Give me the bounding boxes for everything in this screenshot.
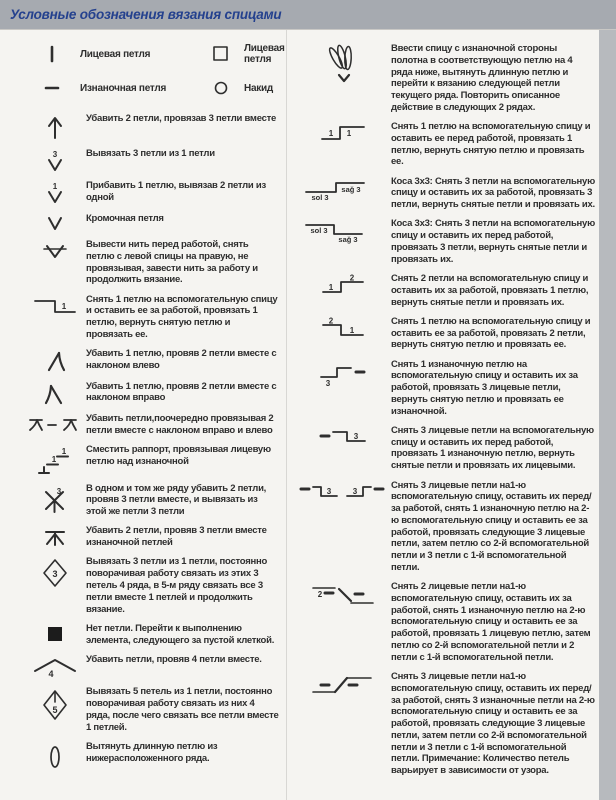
caret-4-icon [24,654,86,679]
step-1-2-icon [295,273,391,298]
legend-row [24,556,279,615]
dec-alt-icon [24,413,86,434]
legend-row [24,113,279,140]
basic-symbols-grid [24,43,285,99]
legend-text: Убавить петли,поочередно провязывая 2 петли вместе с наклоном вправо и влево [86,413,274,436]
v-3-icon [24,148,86,173]
svg-text:3: 3 [326,486,332,496]
legend-row [24,294,279,341]
purl-bar-icon [24,77,80,99]
legend-row [24,686,279,733]
knit-bar-icon [24,43,80,65]
legend-row [24,348,279,373]
svg-text:1: 1 [51,455,57,465]
svg-text:sağ 3: sağ 3 [338,235,358,245]
legend-text: Коса 3х3: Снять 3 петли на вспомогательную спицу и оставить их за работой, провязать 3 петли, вернуть снятые петли и провязать их. [391,175,595,211]
diamond-5-icon [24,686,86,721]
square-outline-icon [198,44,244,64]
basic-symbol-label: Лицевая петля [244,43,285,65]
legend-row [24,180,279,205]
step-front-1-1-icon [295,121,391,144]
dec-left-icon [24,348,86,373]
v-1-icon [24,180,86,205]
legend-text: Снять 1 петлю на вспомогательную спицу и оставить ее за работой, провязать 1 петлю, вернуть снятую петлю и провязать ее. [86,293,278,340]
legend-text: Прибавить 1 петлю, вывязав 2 петли из одной [86,180,266,203]
legend-row [24,444,279,475]
legend-row [24,741,279,772]
dec-right-icon [24,381,86,406]
legend-row [24,654,279,679]
legend-text: Вытянуть длинную петлю из нижерасположенного ряда. [86,740,218,764]
legend-row [295,43,595,114]
no-stitch-icon [24,623,86,644]
legend-text: Вывести нить перед работой, снять петлю с левой спицы на правую, не провязывая, завести нить за работу и продолжить вязание. [86,239,258,286]
svg-text:1: 1 [61,301,67,311]
long-loop-icon [24,741,86,772]
legend-text: Сместить раппорт, провязывая лицевую петлю над изнаночной [86,444,271,467]
cable-3-purl-3-icon [295,671,391,698]
cable-back-3x3-icon [295,176,391,203]
legend-row [24,239,279,286]
legend-row [24,483,279,518]
legend-text: Убавить 1 петлю, провяв 2 петли вместе с наклоном влево [86,348,277,371]
legend-text: Снять 2 петли на вспомогательную спицу и оставить их за работой, провязать 1 петлю, вернуть снятые петли и провязать их. [391,273,589,308]
feather-icon [295,43,391,86]
svg-text:3: 3 [52,149,58,159]
legend-text: В одном и том же ряду убавить 2 петли, провяв 3 петли вместе, и вывязать из этой же петли 3 петли [86,482,267,518]
legend-text: Коса 3х3: Снять 3 петли на вспомогательную спицу и оставить их перед работой, провязать 3 петли, вернуть снятые петли и провязать их. [391,218,595,265]
page-title: Условные обозначения вязания спицами [10,7,282,22]
legend-row [295,359,595,418]
legend-text: Снять 3 лицевые петли на1-ю вспомогательную спицу, оставить их перед/за работой, снять 3 изнаночные петли на 2-ю вспомогательную спицу и оставить ее за работой, провязать следующие 3 лицевые петли, затем петли со 2-й вспомогательной петли и 3 петли с 1-й вспомогательной петли. Примечание: Количество петель варьирует в зависимости от узора. [391,670,595,777]
diamond-3-icon [24,556,86,589]
legend-row [295,671,595,777]
legend-text: Ввести спицу с изнаночной стороны полотна в соответствующую петлю на 4 ряда ниже, вытянуть длинную петлю и перейти к вязанию следующей петли текущего ряда. Повторить описанное действие в следующих 2 рядах. [391,43,573,113]
legend-row [24,623,279,647]
legend-row [295,273,595,308]
svg-text:2: 2 [317,590,323,600]
legend-text: Нет петли. Перейти к выполнению элемента, следующего за пустой клеткой. [86,622,275,646]
legend-row [24,381,279,406]
svg-text:sol 3: sol 3 [310,226,328,236]
svg-text:3: 3 [353,431,359,441]
legend-row [295,425,595,472]
svg-text:4: 4 [48,668,54,679]
svg-text:sağ 3: sağ 3 [341,184,361,194]
svg-text:1: 1 [346,129,352,139]
circle-outline-icon [198,78,244,98]
right-column [287,30,599,800]
legend-row [24,148,279,173]
svg-text:1: 1 [52,182,58,191]
step-purl-3-icon [295,425,391,450]
svg-text:3: 3 [52,569,58,580]
svg-text:3: 3 [325,378,331,388]
svg-text:1: 1 [328,283,334,293]
svg-text:2: 2 [349,274,355,283]
tree-purl-icon [24,525,86,548]
step-3-purl-icon [295,359,391,388]
step-2-1-icon [295,316,391,341]
legend-text: Убавить 2 петли, провязав 3 петли вместе [86,113,277,124]
legend-row [295,581,595,663]
x-3-icon [24,483,86,514]
cable-front-3x3-icon [295,218,391,245]
svg-text:5: 5 [52,705,58,716]
legend-text: Кромочная петля [86,212,164,224]
legend-row [295,316,595,351]
legend-text: Убавить петли, провяв 4 петли вместе. [86,653,262,665]
legend-text: Снять 1 петлю на вспомогательную спицу и оставить ее за работой, провязать 2 петли, вернуть снятую петлю и провязать ее. [391,315,591,351]
svg-text:1: 1 [328,129,334,139]
legend-row [295,176,595,211]
step-back-1-icon [24,294,86,317]
right-edge-strip [599,30,616,800]
legend-text: Снять 1 петлю на вспомогательную спицу и оставить ее перед работой, провязать 1 петлю, вернуть снятую петлю и провязать ее. [391,121,591,168]
arrow-up-icon [24,113,86,140]
legend-row [24,213,279,232]
basic-symbol-label: Накид [244,82,274,94]
basic-symbol-label: Лицевая петля [80,48,151,60]
svg-text:1: 1 [61,447,67,457]
page-header [0,0,616,30]
legend-row [295,218,595,265]
legend-text: Снять 1 изнаночную петлю на вспомогательную спицу и оставить их за работой, провязать 3 лицевые петли, вернуть снятую петлю и провязать ее изнаночной. [391,358,578,417]
legend-row [295,121,595,168]
svg-text:3: 3 [352,486,358,496]
legend-content [0,30,599,800]
legend-row [295,480,595,574]
left-items-list [24,113,279,772]
left-column [0,30,286,800]
basic-symbol-label: Изнаночная петля [80,82,167,94]
legend-text: Вывязать 3 петли из 1 петли, постоянно поворачивая работу связать из этих 3 петель 4 ряда, в 5-м ряду связать все 3 петли вместе 1 петлей и продолжить вязание. [86,556,268,615]
legend-row [24,525,279,549]
svg-text:1: 1 [349,325,355,335]
legend-text: Вывязать 5 петель из 1 петли, постоянно поворачивая работу связать из них 4 ряда, после чего связать все петли вместе 1 петлей. [86,686,279,733]
legend-text: Убавить 2 петли, провяв 3 петли вместе изнаночной петлей [86,525,267,549]
v-plain-icon [24,213,86,232]
legend-text: Вывязать 3 петли из 1 петли [86,147,215,159]
double-cable-3-3-icon [295,480,391,505]
legend-text: Убавить 1 петлю, провяв 2 петли вместе с наклоном вправо [86,380,277,404]
right-items-list [295,43,595,777]
svg-text:sol 3: sol 3 [311,192,329,202]
legend-text: Снять 3 лицевые петли на вспомогательную спицу и оставить их перед работой, провязать 1 изнаночную петлю, вернуть снятые петли и провязать их лицевыми. [391,424,594,472]
v-strike-icon [24,239,86,260]
svg-text:2: 2 [328,316,334,326]
legend-row [24,413,279,437]
cable-2-purl-icon [295,581,391,608]
legend-text: Снять 2 лицевые петли на1-ю вспомогательную спицу, оставить их за работой, снять 1 изнаночную петлю на 2-ю вспомогательную спицу и оставить ее за работой, провязать 1 лицевую петлю, затем петлю со 2-й вспомогательной петли и 2 петли с 1-й вспомогательной петли. [391,581,591,663]
legend-text: Снять 3 лицевые петли на1-ю вспомогательную спицу, оставить их перед/за работой, снять 1 изнаночную петлю на 2-ю вспомогательную спицу и оставить ее за работой, провязать следующие 3 лицевые петли, затем петлю со 2-й вспомогательной петли и 3 петли с 1-й вспомогательной петли. [391,479,592,573]
stair-shift-icon [24,444,86,475]
svg-text:3: 3 [56,486,62,496]
